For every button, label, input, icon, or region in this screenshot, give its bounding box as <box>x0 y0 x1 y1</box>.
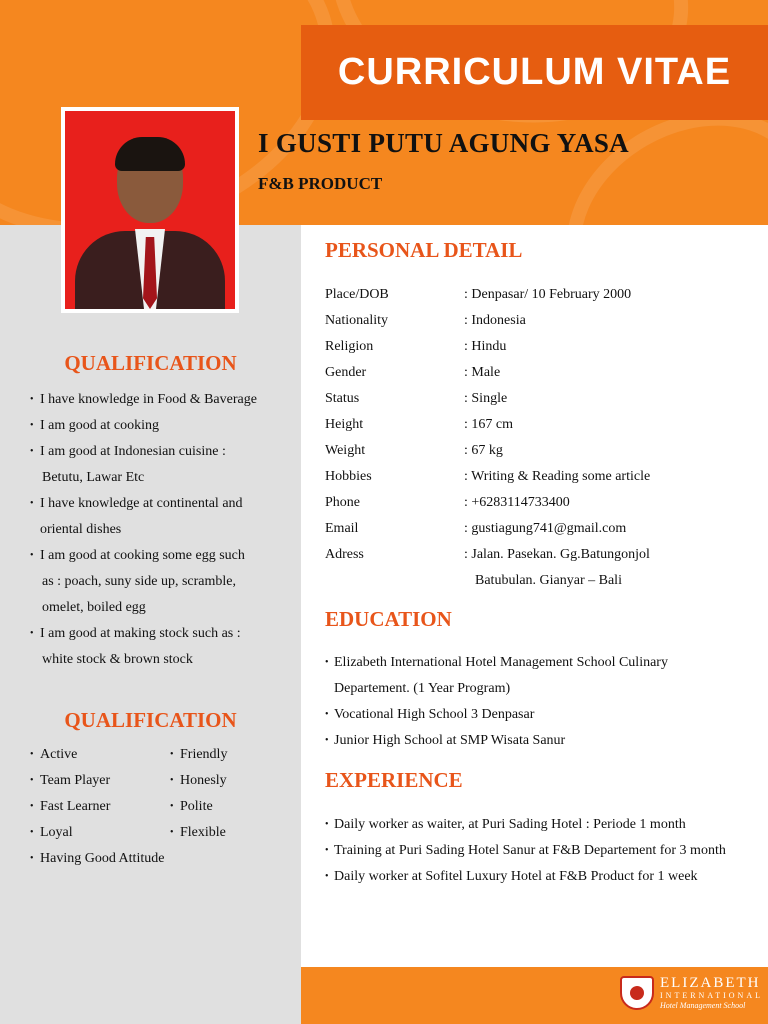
detail-row: Status : Single <box>325 391 508 406</box>
list-item: • Team Player <box>30 768 170 794</box>
detail-row: Religion : Hindu <box>325 339 507 354</box>
school-logo <box>620 975 763 1011</box>
detail-row: Weight : 67 kg <box>325 443 503 458</box>
list-item: • Daily worker as waiter, at Puri Sading Hotel : Periode 1 month <box>325 812 765 838</box>
candidate-position: F&B PRODUCT <box>258 174 383 193</box>
title-banner <box>301 25 768 120</box>
list-item: • I have knowledge in Food & Baverage <box>30 387 290 413</box>
traits-list <box>30 742 290 872</box>
list-item: • Fast Learner <box>30 794 170 820</box>
list-item: • Junior High School at SMP Wisata Sanur <box>325 728 755 754</box>
list-item: • I am good at cooking <box>30 413 290 439</box>
detail-row: Adress : Jalan. Pasekan. Gg.Batungonjol <box>325 547 650 562</box>
detail-row: Place/DOB : Denpasar/ 10 February 2000 <box>325 287 632 302</box>
list-item: • Training at Puri Sading Hotel Sanur at F&B Departement for 3 month <box>325 838 765 864</box>
experience-list <box>325 812 765 890</box>
logo-name: ELIZABETH <box>660 975 761 991</box>
list-item: • I am good at Indonesian cuisine : Betutu, Lawar Etc <box>30 439 290 491</box>
list-item: • Loyal <box>30 820 170 846</box>
candidate-name: I GUSTI PUTU AGUNG YASA <box>258 128 629 158</box>
detail-row: Nationality : Indonesia <box>325 313 526 328</box>
traits-heading: QUALIFICATION <box>64 708 237 732</box>
detail-row: Batubulan. Gianyar – Bali <box>475 573 622 588</box>
list-item: • Having Good Attitude <box>30 846 170 872</box>
experience-heading: EXPERIENCE <box>325 768 463 792</box>
list-item: • Honesly <box>170 768 290 794</box>
crest-icon <box>620 976 654 1010</box>
profile-photo <box>61 107 239 313</box>
qualification-list <box>30 387 290 673</box>
detail-row: Height : 167 cm <box>325 417 513 432</box>
list-item: • Daily worker at Sofitel Luxury Hotel at F&B Product for 1 week <box>325 864 765 890</box>
sidebar-footer <box>0 967 301 1024</box>
education-heading: EDUCATION <box>325 607 452 631</box>
list-item: • Polite <box>170 794 290 820</box>
list-item: • Friendly <box>170 742 290 768</box>
logo-script: Hotel Management School <box>660 1001 746 1010</box>
list-item: • Active <box>30 742 170 768</box>
document-title: CURRICULUM VITAE <box>337 51 732 93</box>
detail-row: Phone : +6283114733400 <box>325 495 570 510</box>
logo-subtitle: INTERNATIONAL <box>660 991 763 1000</box>
list-item: • Elizabeth International Hotel Management School Culinary Departement. (1 Year Program) <box>325 650 755 702</box>
list-item: • I am good at cooking some egg such as : poach, suny side up, scramble, omelet, boiled egg <box>30 543 290 621</box>
personal-detail-heading: PERSONAL DETAIL <box>325 238 523 262</box>
education-list <box>325 650 755 754</box>
detail-row: Gender : Male <box>325 365 501 380</box>
detail-row: Hobbies : Writing & Reading some article <box>325 469 651 484</box>
detail-row: Email : gustiagung741@gmail.com <box>325 521 627 536</box>
qualification-heading: QUALIFICATION <box>64 351 237 375</box>
list-item: • Flexible <box>170 820 290 846</box>
list-item: • I have knowledge at continental and oriental dishes <box>30 491 290 543</box>
list-item: • Vocational High School 3 Denpasar <box>325 702 755 728</box>
portrait-image <box>65 111 235 309</box>
personal-detail-table <box>325 282 764 594</box>
list-item: • I am good at making stock such as : white stock & brown stock <box>30 621 290 673</box>
